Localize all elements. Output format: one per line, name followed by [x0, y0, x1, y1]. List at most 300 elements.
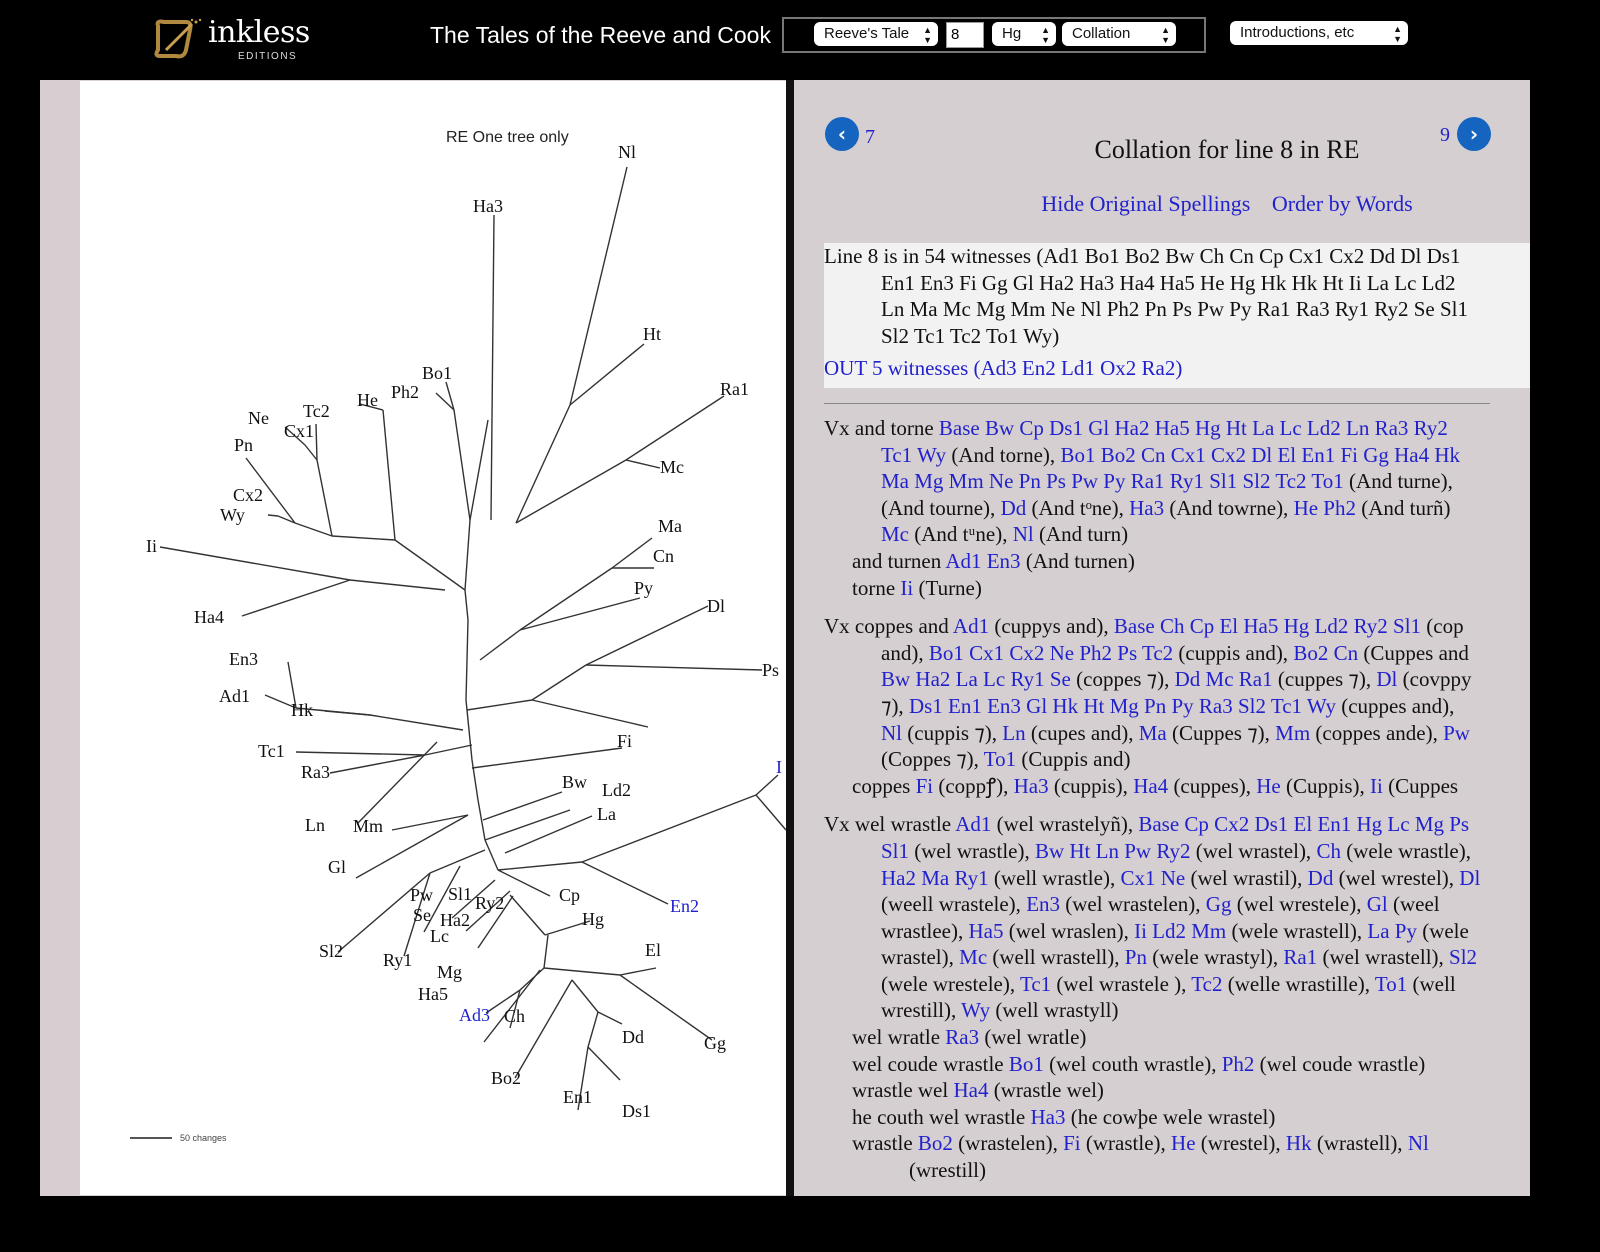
tree-branch	[465, 590, 468, 620]
reading-text: (wrastell),	[1311, 1131, 1408, 1156]
reading-text: (wel wrestele),	[1231, 892, 1367, 917]
top-bar	[0, 0, 1600, 80]
tree-leaf-label[interactable]: Gg	[704, 1033, 726, 1053]
reading-text: (wel coude wrastle)	[1254, 1051, 1426, 1076]
reading-line	[824, 944, 1530, 971]
reading-text: (Cuppes	[1382, 773, 1459, 798]
reading-line	[824, 971, 1530, 998]
reading-text: (And turñ)	[1355, 495, 1451, 520]
tree-branch	[470, 420, 488, 520]
line-number-input[interactable]: 8	[946, 22, 984, 48]
tree-branch	[505, 816, 592, 853]
tree-leaf-label[interactable]: Cp	[559, 885, 581, 905]
reading-line	[824, 838, 1530, 865]
reading-text: wel coude wrastle	[852, 1051, 1009, 1076]
logo-subtitle: EDITIONS	[238, 51, 298, 62]
reading-text: Vx and torne	[824, 416, 939, 440]
reading-text: (wrestill)	[909, 1158, 986, 1183]
tree-branch	[532, 700, 648, 727]
hide-original-spellings-link[interactable]: Hide Original Spellings	[1041, 191, 1251, 216]
witness-sigla-link[interactable]: Ha4	[1133, 773, 1169, 798]
tree-branch	[472, 760, 478, 800]
witness-sigla-link[interactable]: En3	[1026, 892, 1061, 917]
tree-leaf-label[interactable]: Wy	[220, 505, 245, 525]
tree-branch	[330, 755, 425, 773]
tree-branch	[472, 748, 622, 768]
introductions-select-value: Introductions, etc	[1240, 24, 1355, 41]
witness-sigla-link[interactable]: Nl	[1407, 1131, 1429, 1156]
next-line-number[interactable]: 9	[1440, 124, 1450, 146]
witness-sigla-link[interactable]: Bw Ha2 La Lc Ry1 Se	[881, 667, 1071, 692]
tree-leaf-label[interactable]: Ne	[248, 408, 269, 428]
reading-text: (cuppis),	[1048, 773, 1134, 798]
select-arrows-icon: ▲ ▼	[1393, 24, 1402, 44]
view-select[interactable]	[1062, 22, 1176, 46]
view-select-value: Collation	[1072, 25, 1131, 42]
tree-leaf-label[interactable]: Ra1	[720, 379, 749, 399]
tree-leaf-label[interactable]: En2	[670, 896, 699, 916]
reading-text: (wel wrastell),	[1317, 945, 1450, 970]
reading-text: wel wratle	[852, 1025, 946, 1050]
tree-branch	[454, 410, 470, 520]
witness-sigla-link[interactable]: Pn	[1124, 945, 1147, 970]
reading-text: (cop	[1421, 614, 1464, 639]
witness-sigla-link[interactable]: Bo1	[1008, 1051, 1044, 1076]
reading-text: (wele wrastle),	[1340, 838, 1471, 863]
order-by-words-link[interactable]: Order by Words	[1271, 191, 1413, 216]
witness-summary-box	[824, 243, 1530, 388]
tree-branch	[498, 862, 582, 870]
tree-leaf-label[interactable]: Ry1	[383, 950, 413, 970]
reading-text: wrastel),	[881, 945, 960, 970]
reading-text: (wel wraslen),	[1003, 918, 1135, 943]
collation-options	[794, 191, 1530, 217]
witness-sigla-link[interactable]: He Ph2	[1293, 495, 1356, 520]
collation-pane	[794, 81, 1530, 1195]
reading-text: (wele	[1416, 918, 1469, 943]
reading-group	[824, 613, 1530, 799]
tree-leaf-label[interactable]: Ps	[762, 660, 780, 680]
reading-line	[824, 613, 1530, 640]
witness-sigla-link[interactable]: He	[1171, 1131, 1196, 1156]
tree-branch	[242, 580, 350, 616]
tree-leaf-label[interactable]: Mg	[437, 962, 463, 982]
tree-leaf-label[interactable]: Se	[413, 905, 431, 925]
tree-leaf-label[interactable]: Lc	[430, 926, 449, 946]
reading-text: (wel wrastelyñ),	[991, 812, 1139, 837]
scroll-quill-icon	[152, 16, 206, 60]
reading-text: (wel wrastle),	[909, 838, 1035, 863]
reading-line	[824, 521, 1530, 548]
tree-branch	[572, 980, 598, 1012]
reading-text: (Cuppes ⁊),	[1166, 720, 1276, 745]
tree-branch	[626, 460, 660, 468]
tree-leaf-label[interactable]: Ha3	[473, 196, 503, 216]
tree-leaf-label[interactable]: Tc2	[303, 401, 330, 421]
reading-text: wrastle wel	[852, 1078, 954, 1103]
tree-leaf-label[interactable]: Ht	[643, 324, 661, 344]
witness-sigla-link[interactable]: Fi	[915, 773, 934, 798]
scale-bar-label: 50 changes	[180, 1133, 227, 1143]
tree-branch	[395, 540, 465, 590]
witness-sigla-link[interactable]: Gl	[1366, 892, 1388, 917]
witness-sigla-link[interactable]: Ad1 En3	[945, 548, 1021, 573]
logo-word: inkless	[208, 15, 310, 50]
witness-sigla-link[interactable]: Mm	[1275, 720, 1311, 745]
tree-leaf-label[interactable]: Ma	[658, 516, 682, 536]
witness-sigla-link[interactable]: Dd	[1307, 865, 1334, 890]
reading-text: (wrastle),	[1080, 1131, 1172, 1156]
tree-leaf-label[interactable]: Sl2	[319, 941, 344, 961]
reading-text: and),	[881, 640, 929, 665]
tree-leaf-label[interactable]: Tc1	[258, 741, 285, 761]
tree-leaf-label[interactable]: Py	[634, 578, 654, 598]
reading-text: (welle wrastille),	[1222, 971, 1375, 996]
reading-line	[824, 1157, 1530, 1184]
tree-branch	[756, 795, 786, 830]
tree-branch	[466, 620, 468, 700]
tree-branch	[296, 752, 425, 755]
tree-leaf-label[interactable]: En3	[229, 649, 258, 669]
witness-sigla-link[interactable]: Ch	[1316, 838, 1341, 863]
witness-sigla-link[interactable]: Tc2	[1191, 971, 1223, 996]
reading-text: (wel wrastil),	[1185, 865, 1308, 890]
witness-sigla-link[interactable]: Pw	[1443, 720, 1470, 745]
tree-leaf-label[interactable]: Bo2	[491, 1068, 522, 1088]
tree-leaf-label[interactable]: Ld2	[602, 780, 631, 800]
witness-sigla-link[interactable]: Base Bw Cp Ds1 Gl Ha2 Ha5 Hg Ht La Lc Ld2 Ln Ra3 Ry2	[938, 416, 1448, 440]
reading-text: (And towrne),	[1164, 495, 1294, 520]
witness-sigla-link[interactable]: Sl2	[1449, 945, 1478, 970]
tree-branch	[465, 520, 470, 590]
tree-leaf-label[interactable]: Hk	[291, 700, 313, 720]
reading-text: (cupes and),	[1025, 720, 1139, 745]
reading-line	[824, 693, 1530, 720]
witness-sigla-link[interactable]: Dd	[1000, 495, 1027, 520]
select-arrows-icon: ▲ ▼	[1161, 25, 1170, 45]
reading-line	[824, 1077, 1530, 1104]
tree-branch	[582, 862, 668, 904]
reading-text: (coppꝭ),	[933, 773, 1014, 798]
witness-sigla-link[interactable]: Fi	[1063, 1131, 1081, 1156]
tree-branch	[626, 396, 724, 460]
inkless-logo[interactable]	[152, 14, 322, 64]
reading-text: (And turn)	[1033, 522, 1129, 547]
stemma-tree-pane	[80, 81, 786, 1195]
reading-text: (cuppys and),	[989, 614, 1114, 639]
witness-sigla-link[interactable]: Ha3	[1129, 495, 1165, 520]
tree-leaf-label[interactable]: Ds1	[622, 1101, 652, 1121]
reading-text: (wele wrastell),	[1226, 918, 1368, 943]
select-arrows-icon: ▲ ▼	[923, 25, 932, 45]
reading-line	[824, 773, 1530, 800]
chevron-left-icon: ‹	[837, 122, 847, 146]
reading-line	[824, 720, 1530, 747]
reading-text: (And tᵘne),	[909, 522, 1013, 547]
tree-branch	[532, 665, 586, 700]
witness-sigla-link[interactable]: Ii	[900, 575, 914, 600]
tree-branch	[598, 1012, 622, 1024]
tree-branch	[498, 870, 550, 896]
left-gutter	[40, 81, 80, 1195]
witness-sigla-link[interactable]: Bo1 Bo2 Cn Cx1 Cx2 Dl El En1 Fi Gg Ha4 Hk	[1060, 442, 1461, 467]
reading-line	[824, 495, 1530, 522]
reading-text: (cuppis ⁊),	[902, 720, 1003, 745]
reading-line	[824, 666, 1530, 693]
tree-leaf-label[interactable]: Ii	[146, 536, 157, 556]
witness-sigla-link[interactable]: Tc1 Wy	[881, 442, 947, 467]
reading-group	[824, 811, 1530, 1183]
reading-text: (he cowþe wele wrastel)	[1065, 1104, 1276, 1129]
tree-branch	[392, 815, 468, 830]
tree-leaf-label[interactable]: He	[357, 390, 378, 410]
witness-sigla-link[interactable]: Dl	[1459, 865, 1481, 890]
tree-leaf-label[interactable]: Pw	[410, 885, 434, 905]
tale-select[interactable]	[814, 22, 938, 46]
tree-branch	[467, 700, 532, 710]
tree-branch	[520, 598, 640, 630]
introductions-select[interactable]	[1230, 21, 1408, 45]
witness-sigla-link[interactable]: Base Ch Cp El Ha5 Hg Ld2 Ry2 Sl1	[1113, 614, 1422, 639]
tree-leaf-label[interactable]: Ha2	[440, 910, 470, 930]
tree-leaf-label[interactable]: El	[645, 940, 661, 960]
tree-leaf-label[interactable]: Bw	[562, 772, 588, 792]
witness-sigla-link[interactable]: Ad1	[955, 812, 992, 837]
reading-text: (And tᵒne),	[1026, 495, 1130, 520]
reading-group	[824, 415, 1530, 601]
reading-line	[824, 468, 1530, 495]
reading-text: (cuppes),	[1168, 773, 1257, 798]
witness-list-line: En1 En3 Fi Gg Gl Ha2 Ha3 Ha4 Ha5 He Hg Hk Hk Ht Ii La Lc Ld2	[881, 270, 1456, 295]
tree-branch	[516, 405, 570, 523]
reading-text: (coppes ande),	[1310, 720, 1444, 745]
witness-sigla-link[interactable]: Cx1 Ne	[1120, 865, 1186, 890]
tree-branch	[268, 515, 278, 516]
reading-line	[824, 442, 1530, 469]
witness-list-line: Ln Ma Mc Mg Mm Ne Nl Ph2 Pn Ps Pw Py Ra1 Ra3 Ry1 Ry2 Se Sl1	[881, 297, 1468, 322]
tree-leaf-label[interactable]: Ra3	[301, 762, 330, 782]
reading-text: (wrestel),	[1195, 1131, 1286, 1156]
window-edge	[1530, 80, 1600, 1252]
reading-line	[824, 1130, 1530, 1157]
tale-select-value: Reeve's Tale	[824, 25, 910, 42]
tree-branch	[516, 460, 626, 523]
reading-text: (And torne),	[946, 442, 1061, 467]
collation-title: Collation for line 8 in RE	[1094, 135, 1360, 164]
witness-sigla-link[interactable]: Bw Ht Ln Pw Ry2	[1034, 838, 1191, 863]
reading-text: (wele wrastyl),	[1146, 945, 1284, 970]
witness-sigla-link[interactable]: Wy	[961, 998, 991, 1023]
reading-line	[824, 1104, 1530, 1131]
tree-branch	[370, 715, 463, 730]
tree-branch	[480, 630, 520, 660]
tree-branch	[586, 606, 708, 665]
tree-branch	[316, 424, 317, 460]
chevron-right-icon: ›	[1469, 122, 1479, 146]
witness-select-value: Hg	[1002, 25, 1022, 42]
tree-branches	[80, 81, 786, 1195]
tree-leaf-label[interactable]: Ha4	[194, 607, 224, 627]
pane-divider[interactable]	[786, 80, 794, 1196]
witness-sigla-link[interactable]: To1	[1374, 971, 1408, 996]
witness-sigla-link[interactable]: Ha2 Ma Ry1	[881, 865, 989, 890]
witness-sigla-link[interactable]: Base Cp Cx2 Ds1 El En1 Hg Lc Mg Ps	[1138, 812, 1470, 837]
reading-line	[824, 746, 1530, 773]
tree-branch	[570, 167, 627, 405]
tree-branch	[483, 792, 562, 820]
tree-leaf-label[interactable]: Bo1	[422, 363, 453, 383]
reading-line	[824, 1024, 1530, 1051]
reading-text: ⁊),	[881, 693, 909, 718]
witness-sigla-link[interactable]: Ii Ld2 Mm	[1134, 918, 1227, 943]
witness-sigla-link[interactable]: Ad1	[952, 614, 990, 639]
reading-text: Vx coppes and	[824, 614, 953, 639]
witness-sigla-link[interactable]: Ha3	[1030, 1104, 1066, 1129]
tree-branch	[520, 568, 612, 630]
witness-sigla-link[interactable]: Nl	[1012, 522, 1034, 547]
reading-text: (cuppes and),	[1335, 693, 1455, 718]
reading-text: (wele wrestele),	[881, 971, 1020, 996]
witness-sigla-link[interactable]: He	[1256, 773, 1281, 798]
witness-sigla-link[interactable]: Hk	[1285, 1131, 1312, 1156]
tree-leaf-label[interactable]: Ph2	[391, 382, 420, 402]
reading-text: (Cuppis and)	[1016, 747, 1131, 772]
witness-sigla-link[interactable]: Bo2	[917, 1131, 953, 1156]
witness-sigla-link[interactable]: Tc1	[1019, 971, 1052, 996]
tree-leaf-label[interactable]: Ad3	[459, 1005, 490, 1025]
tree-leaf-label[interactable]: I	[776, 757, 782, 777]
tree-branch	[485, 840, 498, 870]
reading-text: and turnen	[852, 548, 946, 573]
tree-branch	[544, 935, 548, 968]
reading-text: (Turne)	[913, 575, 982, 600]
tree-leaf-label[interactable]: En1	[563, 1087, 592, 1107]
reading-text: (And turnen)	[1020, 548, 1135, 573]
tree-leaf-label[interactable]: Hg	[582, 909, 604, 929]
witness-sigla-link[interactable]: La Py	[1367, 918, 1417, 943]
witness-sigla-link[interactable]: Bo1 Cx1 Cx2 Ne Ph2 Ps Tc2	[928, 640, 1174, 665]
witness-sigla-link[interactable]: Dl	[1376, 667, 1398, 692]
reading-line	[824, 918, 1530, 945]
tree-branch	[383, 410, 395, 540]
reading-line	[824, 1051, 1530, 1078]
reading-line	[824, 997, 1530, 1024]
reading-line	[824, 811, 1530, 838]
tree-branch	[586, 665, 762, 670]
tree-branch	[620, 968, 656, 975]
tree-leaf-label[interactable]: Cx1	[284, 421, 315, 441]
witness-sigla-link[interactable]: Ra3	[945, 1025, 980, 1050]
tree-leaf-label[interactable]: Ch	[504, 1006, 526, 1026]
witness-sigla-link[interactable]: Dd Mc Ra1	[1174, 667, 1273, 692]
tree-leaf-label[interactable]: Ha5	[418, 984, 448, 1004]
readings-list	[824, 415, 1530, 1195]
reading-text: (well wrastle),	[988, 865, 1121, 890]
reading-text: Vx wel wrastle	[824, 812, 956, 837]
tree-leaf-label[interactable]: La	[597, 804, 616, 824]
tree-leaf-label[interactable]: Pn	[234, 435, 254, 455]
witness-sigla-link[interactable]: Ma	[1138, 720, 1167, 745]
witness-sigla-link[interactable]: Ha5	[968, 918, 1004, 943]
witness-list-line: Line 8 is in 54 witnesses (Ad1 Bo1 Bo2 Bw Ch Cn Cp Cx1 Cx2 Dd Dl Ds1	[824, 244, 1461, 268]
tree-leaf-label[interactable]: Sl1	[448, 884, 473, 904]
reading-text: (well wrastyll)	[990, 998, 1119, 1023]
witness-sigla-link[interactable]: Mc	[881, 522, 909, 547]
reading-line	[824, 865, 1530, 892]
reading-text: (Coppes ⁊),	[881, 747, 984, 772]
tree-branch	[544, 968, 620, 975]
witness-sigla-link[interactable]: Bo2 Cn	[1293, 640, 1359, 665]
tree-leaf-label[interactable]: Ry2	[475, 893, 505, 913]
reading-text: (weell wrastele),	[881, 892, 1027, 917]
witness-sigla-link[interactable]: Ds1 En1 En3 Gl Hk Ht Mg Pn Py Ra3 Sl2 Tc1 Wy	[908, 693, 1336, 718]
reading-text: (wrastle wel)	[988, 1078, 1104, 1103]
reading-text: (Cuppis),	[1280, 773, 1370, 798]
separator	[824, 403, 1490, 404]
tree-leaf-label[interactable]: Fi	[617, 731, 633, 751]
tree-branch	[295, 523, 332, 536]
app-title: The Tales of the Reeve and Cook	[430, 22, 771, 48]
reading-text: wrastlee),	[881, 918, 969, 943]
reading-text: (And tourne),	[881, 495, 1001, 520]
reading-text: (weel	[1387, 892, 1440, 917]
witness-sigla-link[interactable]: Ra1	[1283, 945, 1318, 970]
tree-leaf-label[interactable]: Mc	[660, 457, 684, 477]
witness-sigla-link[interactable]: Sl1	[881, 838, 910, 863]
reading-text: (cuppis and),	[1173, 640, 1294, 665]
tree-leaf-label[interactable]: Ln	[305, 815, 325, 835]
reading-text: (well	[1407, 971, 1456, 996]
witness-sigla-link[interactable]: To1	[983, 747, 1017, 772]
tree-leaf-label[interactable]: Cn	[653, 546, 675, 566]
reading-text: wrastle	[852, 1131, 918, 1156]
witness-sigla-link[interactable]: Nl	[881, 720, 902, 745]
out-witnesses-link[interactable]: OUT 5 witnesses (Ad3 En2 Ld1 Ox2 Ra2)	[824, 356, 1183, 381]
tree-leaf-label[interactable]: Dd	[622, 1027, 644, 1047]
tree-branch	[325, 711, 370, 715]
tree-branch	[332, 536, 395, 540]
reading-text: (wel wrastel),	[1190, 838, 1317, 863]
reading-line	[824, 548, 1530, 575]
tree-branch	[350, 580, 445, 590]
reading-text: (wel wrestel),	[1333, 865, 1460, 890]
tree-leaf-label[interactable]: Gl	[328, 857, 346, 877]
witness-sigla-link[interactable]: Gg	[1205, 892, 1232, 917]
tree-leaf-label[interactable]: Nl	[618, 142, 636, 162]
previous-line-number[interactable]: 7	[865, 126, 875, 148]
tree-leaf-label[interactable]: Mm	[353, 816, 384, 836]
witness-sigla-link[interactable]: Ph2	[1221, 1051, 1255, 1076]
reading-line	[824, 575, 1530, 602]
witness-sigla-link[interactable]: Mc	[959, 945, 988, 970]
tree-leaf-label[interactable]: Dl	[707, 596, 725, 616]
reading-line	[824, 415, 1530, 442]
witness-sigla-link[interactable]: Ii	[1370, 773, 1383, 798]
tree-branch	[570, 344, 644, 405]
tree-leaf-label[interactable]: Ad1	[219, 686, 250, 706]
tree-leaf-label[interactable]: Cx2	[233, 485, 264, 505]
witness-sigla-link[interactable]: Ha3	[1013, 773, 1049, 798]
reading-text: (wel wratle)	[979, 1025, 1087, 1050]
reading-text: (covppy	[1397, 667, 1472, 692]
reading-text: torne	[852, 575, 901, 600]
tree-branch	[588, 1012, 598, 1047]
witness-sigla-link[interactable]: Ln	[1002, 720, 1026, 745]
witness-sigla-link[interactable]: Ha4	[953, 1078, 989, 1103]
witness-sigla-link[interactable]: Ma Mg Mm Ne Pn Ps Pw Py Ra1 Ry1 Sl1 Sl2 Tc2 To1	[881, 469, 1344, 494]
reading-text: (wel wrastele ),	[1051, 971, 1192, 996]
witness-select[interactable]	[992, 22, 1056, 46]
